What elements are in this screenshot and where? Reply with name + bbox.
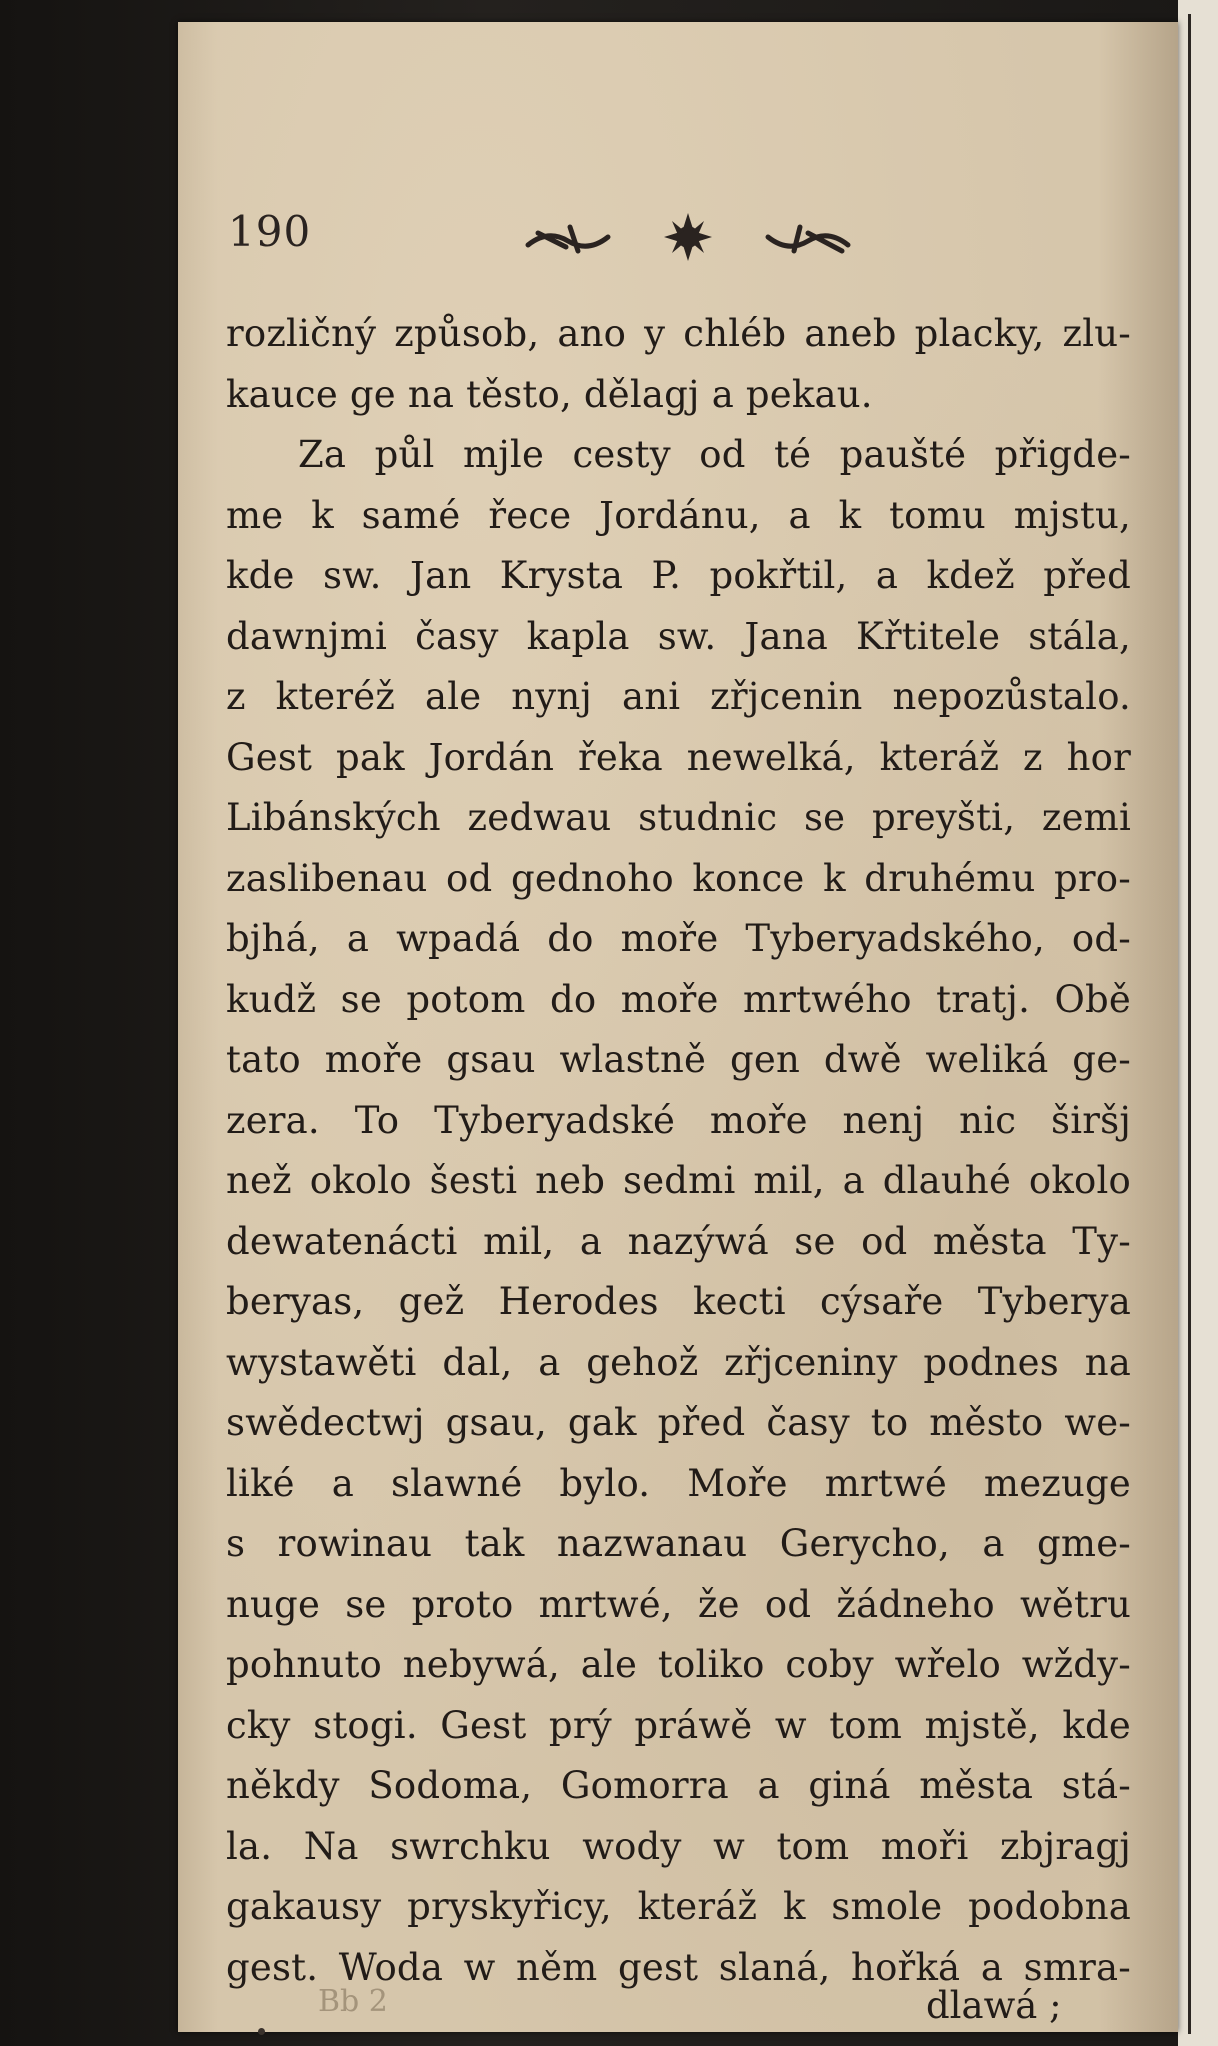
page-number: 190 [228, 207, 312, 256]
text-line: bjhá, a wpadá do moře Tyberyadského, od- [226, 917, 1131, 960]
text-line: me k samé řece Jordánu, a k tomu mjstu, [226, 493, 1131, 537]
text-line: kde sw. Jan Krysta P. pokřtil, a kdež před [226, 554, 1131, 597]
text-line: wystawěti dal, a gehož zřjceniny podnes na [226, 1340, 1131, 1384]
text-line: gakausy pryskyřicy, kteráž k smole podobna [226, 1885, 1131, 1928]
text-line: zera. To Tyberyadské moře nenj nic širšj [226, 1098, 1131, 1142]
page-header [178, 207, 1178, 277]
catchword: dlawá ; [926, 1984, 1062, 2027]
ornament-divider-icon [508, 207, 868, 267]
text-line: zaslibenau od gednoho konce k druhému pro- [226, 856, 1131, 900]
text-line: z kteréž ale nynj ani zřjcenin nepozůstalo. [226, 675, 1131, 718]
gutter-strip [1178, 0, 1218, 2046]
text-line: kauce ge na těsto, dělagj a pekau. [226, 372, 873, 416]
text-line: dewatenácti mil, a nazýwá se od města Ty- [226, 1219, 1131, 1263]
text-line: Libánských zedwau studnic se preyšti, zemi [226, 796, 1131, 839]
text-line: gest. Woda w něm gest slaná, hořká a smra- [226, 1945, 1131, 1989]
book-page [178, 22, 1178, 2032]
text-line: la. Na swrchku wody w tom moři zbjragj [226, 1824, 1131, 1868]
text-line: rozličný způsob, ano y chléb aneb placky, zlu- [226, 312, 1131, 355]
text-line: než okolo šesti neb sedmi mil, a dlauhé okolo [226, 1159, 1131, 1202]
text-line: Za půl mjle cesty od té paušté přigde- [298, 433, 1131, 476]
text-line: s rowinau tak nazwanau Gerycho, a gme- [226, 1522, 1131, 1565]
text-line: swědectwj gsau, gak před časy to město we- [226, 1401, 1131, 1444]
text-line: nuge se proto mrtwé, že od žádneho wětru [226, 1582, 1131, 1626]
text-line: liké a slawné bylo. Moře mrtwé mezuge [226, 1461, 1131, 1505]
text-line: cky stogi. Gest prý práwě w tom mjstě, kde [226, 1703, 1131, 1747]
text-line: Gest pak Jordán řeka newelká, kteráž z hor [226, 735, 1131, 779]
gutter-line [1188, 14, 1191, 2034]
text-line: tato moře gsau wlastně gen dwě weliká ge- [226, 1038, 1131, 1081]
text-line: někdy Sodoma, Gomorra a giná města stá- [226, 1764, 1131, 1807]
text-line: kudž se potom do moře mrtwého tratj. Obě [226, 977, 1131, 1021]
ink-speck [258, 2028, 265, 2035]
text-line: dawnjmi časy kapla sw. Jana Křtitele stála, [226, 614, 1131, 658]
text-line: pohnuto nebywá, ale toliko coby wřelo wždy- [226, 1643, 1131, 1686]
page-footer [178, 1984, 1178, 2044]
signature-mark: Bb 2 [318, 1984, 388, 2019]
body-text [226, 304, 1131, 1998]
text-line: beryas, gež Herodes kecti cýsaře Tyberya [226, 1280, 1131, 1323]
